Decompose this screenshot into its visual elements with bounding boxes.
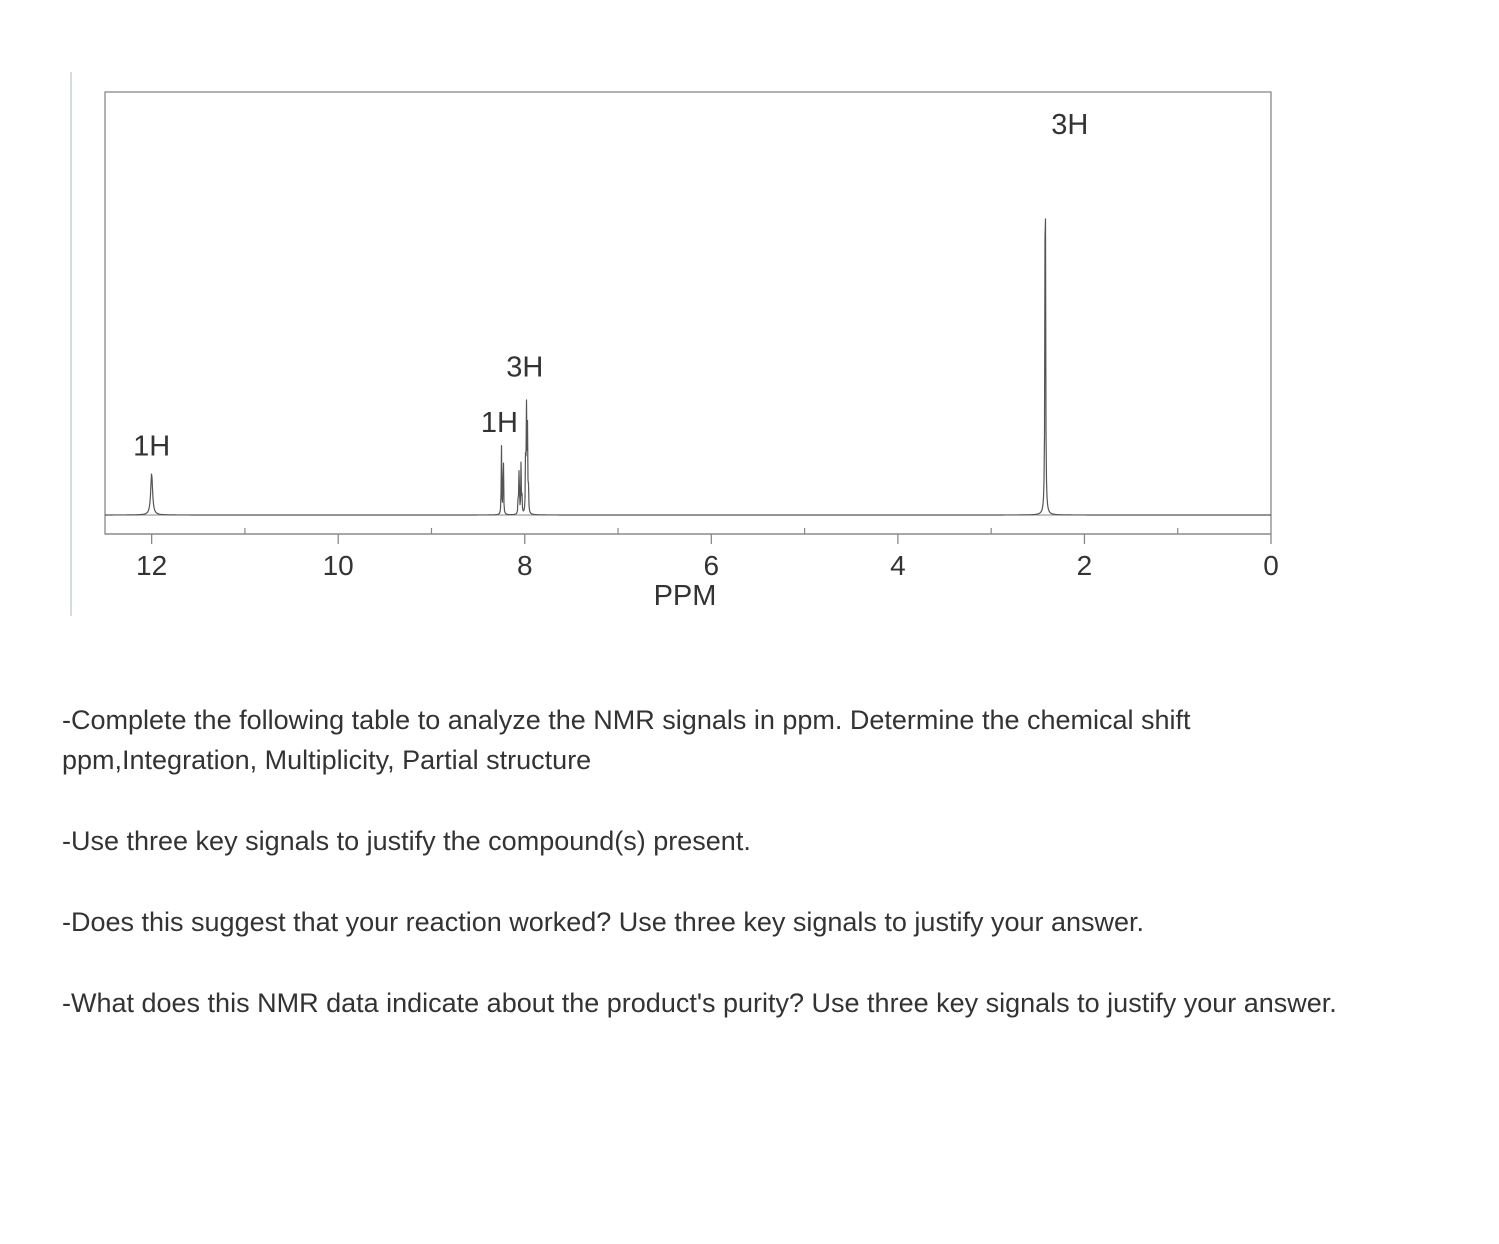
x-tick-label: 12 — [136, 550, 168, 581]
question-reaction: -Does this suggest that your reaction worked? Use three key signals to justify your answer. — [62, 907, 1145, 937]
integration-label: 3H — [1051, 109, 1089, 141]
plot-frame — [105, 92, 1271, 534]
integration-label: 1H — [133, 430, 171, 463]
x-axis-label: PPM — [653, 580, 717, 612]
x-tick-label: 2 — [1076, 550, 1093, 581]
major-ticks — [152, 534, 1271, 544]
x-tick-label: 6 — [703, 550, 720, 581]
x-tick-label: 4 — [890, 550, 906, 581]
question-purity: -What does this NMR data indicate about the product's purity? Use three key signals to justify your answer. — [62, 988, 1337, 1018]
integration-labels — [133, 109, 1088, 462]
x-tick-label: 0 — [1263, 550, 1279, 581]
integration-label: 1H — [480, 407, 518, 440]
x-tick-labels — [136, 550, 1279, 581]
question-table: -Complete the following table to analyze the NMR signals in ppm. Determine the chemical shift ppm,Integration, Multiplicity, Partial structure — [62, 705, 1191, 775]
x-tick-label: 10 — [322, 550, 354, 581]
question-compounds: -Use three key signals to justify the compound(s) present. — [62, 826, 751, 856]
integration-label: 3H — [506, 351, 544, 384]
minor-ticks — [245, 528, 1178, 534]
spectrum-line — [105, 219, 1271, 515]
question-list — [62, 700, 1352, 1064]
x-tick-label: 8 — [516, 550, 533, 581]
